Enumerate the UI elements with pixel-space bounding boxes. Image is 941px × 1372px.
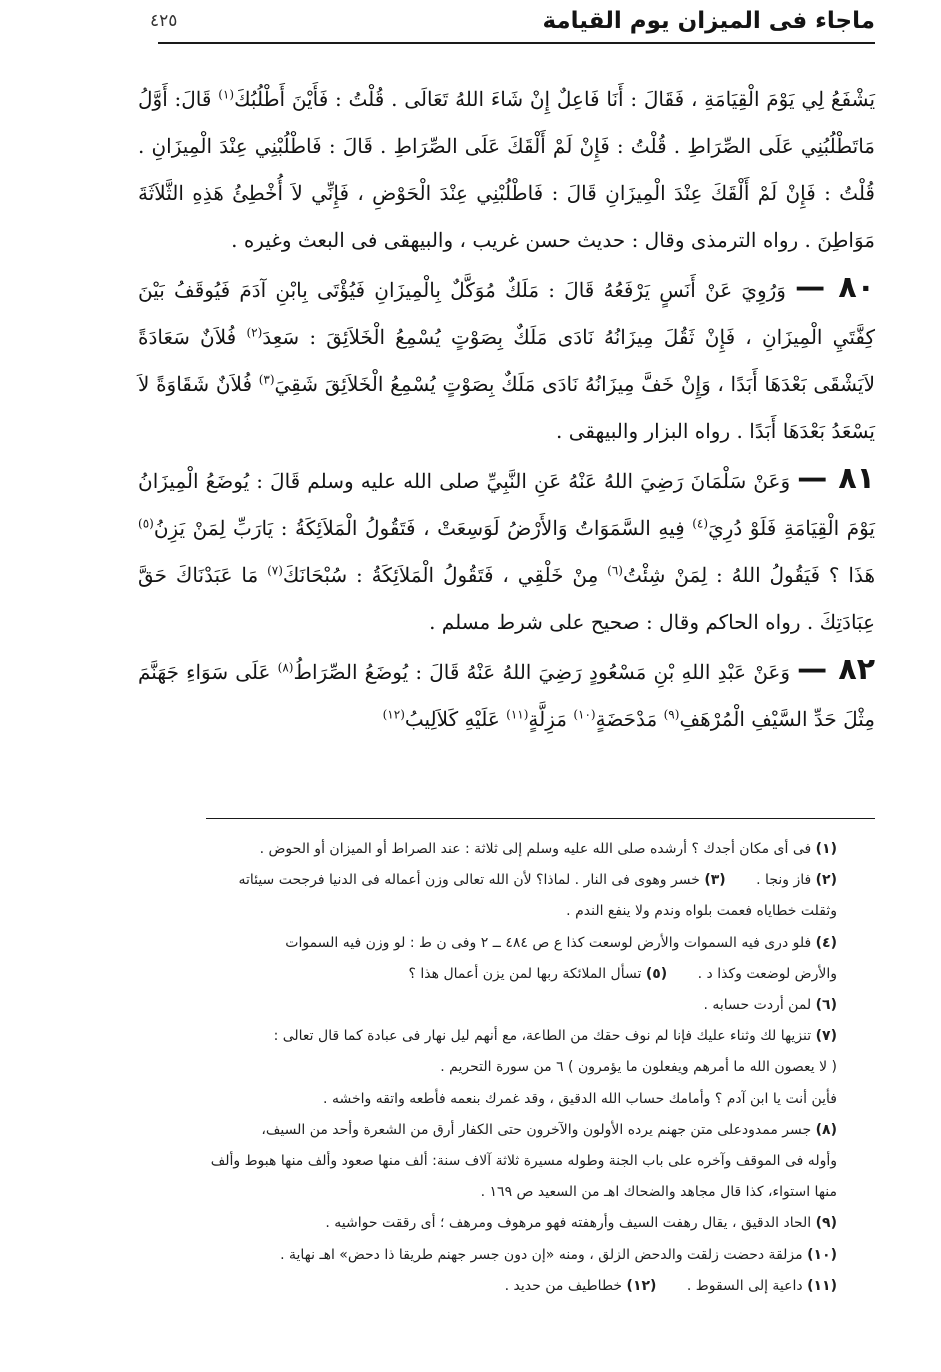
footnote-continuation (150, 959, 837, 990)
footnote-text: لمن أردت حسابه . (703, 997, 812, 1014)
text-segment: قَالَ: أَوَّلُ مَاتَطْلُبُنِي عَلَى الصِّرَاطِ . قُلْتُ : فَإِنْ لَمْ أَلْقَكَ عَلَى الصِّرَاطِ . قَالَ : فَاطْلُبْنِي عِنْدَ الْمِيزَانِ . قُلْتُ : فَإِنْ لَمْ أَلْقَكَ عِنْدَ الْمِيزَانِ قَالَ : فَاطْلُبْنِي عِنْدَ الْحَوْضِ ، فَإِنِّي لاَ أُخْطِئُ هَذِهِ الثَّلاَثَةَ مَوَاطِنَ . رواه الترمذى وقال : حديث حسن غريب ، والبيهقى فى البعث وغيره . (138, 87, 875, 252)
footnote-number: (٢) (815, 872, 837, 889)
footnotes-rule (206, 818, 875, 819)
footnote-number: (٥) (645, 965, 668, 982)
footnote-number: (٤) (815, 934, 837, 951)
hadith-number: ٨٢ — (797, 652, 876, 687)
hadith-81 (138, 455, 875, 646)
text-segment: وَعَنْ عَبْدِ اللهِ بْنِ مَسْعُودٍ رَضِيَ اللهُ عَنْهُ قَالَ : يُوضَعُ الصِّرَاطُ (293, 660, 791, 684)
footnote-ref: (١١) (506, 707, 529, 722)
page-number: ٤٢٥ (150, 11, 178, 31)
text-segment: وَرُوِيَ عَنْ أَنَسٍ يَرْفَعُهُ قَالَ : مَلَكٌ مُوَكَّلٌ بِالْمِيزَانِ فَيُؤْتَى بِابْنِ آدَمَ فَيُوقَفُ بَيْنَ كِفَّتَيِ الْمِيزَانِ ، فَإِنْ ثَقُلَ مِيزَانُهُ نَادَى مَلَكٌ بِصَوْتٍ يُسْمِعُ الْخَلاَئِقَ : سَعِدَ (138, 278, 875, 349)
footnote-text: والأرض لوضعت وكذا د . (697, 965, 837, 982)
footnote-text: مزلقة دحضت زلقت والدحض الزلق ، ومنه «إن دون جسر جهنم طريقا ذا دحض» اهـ نهاية . (280, 1246, 803, 1263)
footnote-number: (١) (815, 841, 837, 857)
footnote-ref: (٩) (663, 707, 680, 722)
footnote-text: داعية إلى السقوط . (686, 1277, 803, 1294)
footnote-continuation: وثقلت خطاياه فعمت بلواه وندم ولا ينفع الندم . (566, 903, 837, 920)
footnote-number: (٩) (815, 1215, 837, 1232)
footnote-ref: (٢) (246, 325, 263, 340)
text-segment: فِيهِ السَّمَوَاتُ وَالأَرْضُ لَوَسِعَتْ ، فَتَقُولُ الْمَلاَئِكَةُ : يَارَبِّ لِمَنْ يَزِنُ (153, 516, 685, 540)
footnote-ref: (١) (218, 87, 235, 102)
footnote-10 (150, 1240, 837, 1271)
footnote-continuation: منها استواء، كذا قال مجاهد والضحاك اهـ من السعيد ص ١٦٩ . (480, 1184, 837, 1201)
hadith-80 (138, 264, 875, 455)
footnote-9 (150, 1208, 837, 1239)
text-segment: مِنْ خَلْقِي ، فَتَقُولُ الْمَلاَئِكَةُ : سُبْحَانَكَ (282, 563, 599, 587)
paragraph-continuation (138, 76, 875, 264)
text-segment: هَذَا ؟ فَيَقُولُ اللهُ : لِمَنْ شِئْتُ (622, 563, 876, 587)
footnote-continuation: ( لا يعصون الله ما أمرهم ويفعلون ما يؤمرون ) ٦ من سورة التحريم . (440, 1059, 837, 1076)
text-segment: مَا عَبَدْنَاكَ حَقَّ عِبَادَتِكَ . رواه الحاكم وقال : صحيح على شرط مسلم . (138, 563, 875, 634)
footnote-ref: (١٢) (382, 707, 405, 722)
text-segment: يَشْفَعُ لِي يَوْمَ الْقِيَامَةِ ، فَقَالَ : أَنَا فَاعِلٌ إِنْ شَاءَ اللهُ تَعَالَى . قُلْتُ : فَأَيْنَ أَطْلُبُكَ (234, 87, 876, 111)
footnote-text: جسر ممدودعلى متن جهنم يرده الأولون والآخرون حتى الكفار أرق من الشعرة وأحد من السيف، (261, 1121, 812, 1138)
main-text (138, 76, 875, 743)
footnote-11-12 (150, 1271, 837, 1302)
footnote-text: تنزيها لك وثناء عليك فإنا لم نوف حقك من الطاعة، مع أنهم ليل نهار فى عبادة كما قال تعالى : (273, 1028, 812, 1045)
footnote-text: فى أى مكان أجدك ؟ أرشده صلى الله عليه وسلم إلى ثلاثة : عند الصراط أو الميزان أو الحوض . (259, 841, 812, 857)
hadith-82 (138, 646, 875, 743)
text-segment: وَعَنْ سَلْمَانَ رَضِيَ اللهُ عَنْهُ عَنِ النَّبِيِّ صلى الله عليه وسلم قَالَ : يُوضَعُ الْمِيزَانُ يَوْمَ الْقِيَامَةِ فَلَوْ دُرِيَ (138, 469, 875, 540)
footnote-ref: (١٠) (573, 707, 596, 722)
footnote-4 (150, 928, 837, 959)
footnote-text: خسر وهوى فى النار . لماذا؟ لأن الله تعالى وزن أعماله فى الدنيا فرجحت سيئاته (238, 872, 700, 889)
footnote-number: (٨) (815, 1121, 837, 1138)
footnote-ref: (٣) (258, 372, 275, 387)
footnote-number: (٧) (815, 1028, 837, 1045)
footnote-1 (150, 834, 837, 865)
text-segment: عَلَيْهِ كَلاَلِيبُ (404, 707, 500, 731)
footnote-text: فاز ونجا . (756, 872, 812, 889)
hadith-number: ٨١ — (797, 461, 875, 496)
footnote-ref: (٤) (692, 516, 709, 531)
footnote-ref: (٨) (277, 660, 294, 675)
footnote-text: فلو درى فيه السموات والأرض لوسعت كذا ع ص ٤٨٤ ــ ٢ وفى ن ط : لو وزن فيه السموات (285, 934, 812, 951)
footnote-2-3 (150, 865, 837, 896)
footnote-ref: (٦) (607, 563, 623, 578)
footnote-6 (150, 990, 837, 1021)
text-segment: فُلاَنٌ شَقَاوَةً لاَ يَسْعَدُ بَعْدَهَا أَبَدًا . رواه البزار والبيهقى . (138, 372, 875, 443)
footnote-8 (150, 1115, 837, 1146)
footnotes (150, 834, 837, 1302)
hadith-number: ٨٠ — (795, 270, 875, 305)
footnote-ref: (٥) (138, 516, 154, 531)
text-segment: مَدْحَضَةٍ (595, 707, 658, 731)
text-segment: فُلاَنٌ سَعَادَةً لاَيَشْقَى بَعْدَهَا أَبَدًا ، وَإِنْ خَفَّ مِيزَانُهُ نَادَى مَلَكٌ بِصَوْتٍ يُسْمِعُ الْخَلاَئِقَ شَقِيَ (138, 325, 875, 396)
footnote-text: تسأل الملائكة ربها لمن يزن أعمال هذا ؟ (408, 965, 642, 982)
page-header (150, 4, 875, 38)
footnote-continuation: فأين أنت يا ابن آدم ؟ وأمامك حساب الله الدقيق ، وقد غمرك بنعمه فأطعه واتقه واخشه . (323, 1090, 837, 1107)
footnote-text: خطاطيف من حديد . (504, 1277, 623, 1294)
footnote-number: (١٢) (626, 1277, 657, 1294)
footnote-text: الحاد الدقيق ، يقال رهفت السيف وأرهفته فهو مرهوف ومرهف ؛ أى رققت حواشيه . (325, 1215, 812, 1232)
footnote-number: (٣) (704, 872, 726, 889)
footnote-ref: (٧) (267, 563, 283, 578)
header-rule (158, 42, 875, 44)
footnote-continuation: وأوله فى الموقف وآخره على باب الجنة وطوله مسيرة ثلاثة آلاف سنة: ألف منها صعود وألف منها هبوط وألف (210, 1153, 837, 1170)
running-title: ماجاء فى الميزان يوم القيامة (542, 8, 875, 34)
footnote-7 (150, 1021, 837, 1052)
footnote-number: (١١) (807, 1277, 837, 1294)
footnote-number: (٦) (815, 997, 837, 1014)
text-segment: عَلَى سَوَاءِ جَهَنَّمَ مِثْلَ حَدِّ السَّيْفِ الْمُرْهَفِ (138, 660, 875, 731)
text-segment: مَزِلَّةٍ (528, 707, 567, 731)
footnote-number: (١٠) (807, 1246, 837, 1263)
